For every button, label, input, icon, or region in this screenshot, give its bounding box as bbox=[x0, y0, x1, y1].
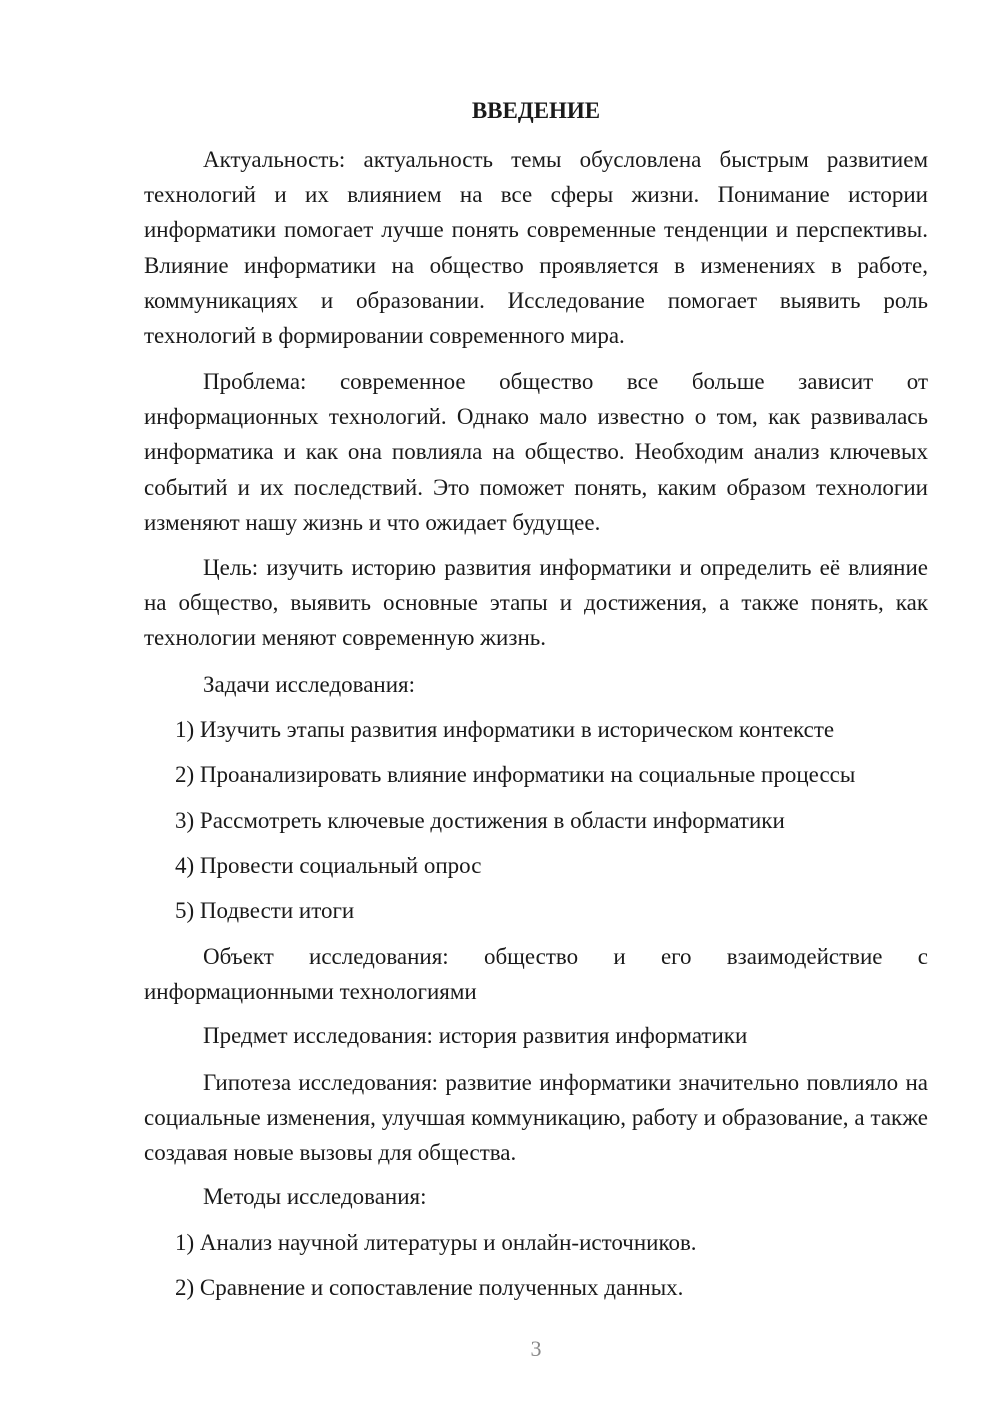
method-item-2: 2) Сравнение и сопоставление полученных данных. bbox=[175, 1275, 684, 1300]
document-page bbox=[144, 0, 928, 1414]
tasks-heading: Задачи исследования: bbox=[203, 672, 416, 697]
method-item-1: 1) Анализ научной литературы и онлайн-источников. bbox=[175, 1230, 697, 1255]
subject-paragraph: Предмет исследования: история развития информатики bbox=[203, 1023, 748, 1048]
task-item-2: 2) Проанализировать влияние информатики на социальные процессы bbox=[175, 762, 856, 787]
goal-paragraph: Цель: изучить историю развития информатики и определить её влияние на общество, выявить основные этапы и достижения, а также понять, как технологии меняют современную жизнь. bbox=[144, 555, 928, 651]
task-item-3: 3) Рассмотреть ключевые достижения в области информатики bbox=[175, 808, 785, 833]
methods-heading: Методы исследования: bbox=[203, 1184, 427, 1209]
task-item-5: 5) Подвести итоги bbox=[175, 898, 355, 923]
page-title: ВВЕДЕНИЕ bbox=[471, 98, 601, 123]
page-number: 3 bbox=[530, 1336, 542, 1361]
hypothesis-paragraph: Гипотеза исследования: развитие информатики значительно повлияло на социальные изменения, улучшая коммуникацию, работу и образование, а также создавая новые вызовы для общества. bbox=[144, 1070, 928, 1166]
object-paragraph: Объект исследования: общество и его взаимодействие с информационными технологиями bbox=[144, 944, 928, 1005]
task-item-4: 4) Провести социальный опрос bbox=[175, 853, 482, 878]
problem-paragraph: Проблема: современное общество все больше зависит от информационных технологий. Однако мало известно о том, как развивалась информатика и как она повлияла на общество. Необходим анализ ключевых событий и их последствий. Это поможет понять, каким образом технологии изменяют нашу жизнь и что ожидает будущее. bbox=[144, 369, 928, 535]
relevance-paragraph: Актуальность: актуальность темы обусловлена быстрым развитием технологий и их влиянием на все сферы жизни. Понимание истории информатики помогает лучше понять современные тенденции и перспективы. Влияние информатики на общество проявляется в изменениях в работе, коммуникациях и образовании. Исследование помогает выявить роль технологий в формировании современного мира. bbox=[144, 147, 928, 349]
task-item-1: 1) Изучить этапы развития информатики в историческом контексте bbox=[175, 717, 835, 742]
